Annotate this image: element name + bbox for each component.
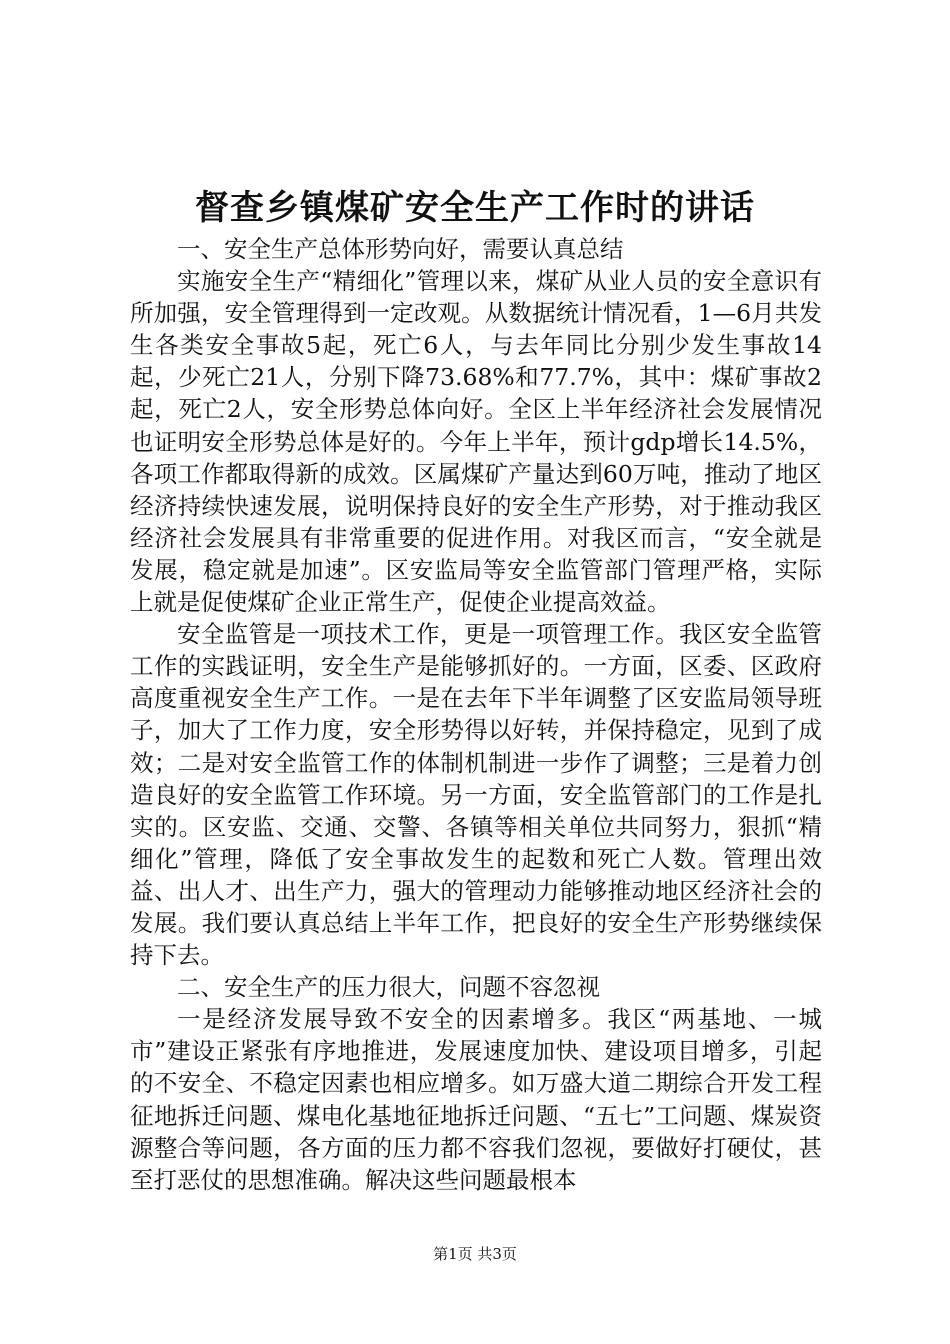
section-heading-1: 一、安全生产总体形势向好，需要认真总结 bbox=[177, 235, 624, 263]
document-title: 督查乡镇煤矿安全生产工作时的讲话 bbox=[195, 188, 755, 228]
section-heading-2: 二、安全生产的压力很大，问题不容忽视 bbox=[177, 973, 600, 1002]
body-paragraph: 一是经济发展导致不安全的因素增多。我区“两基地、一城市”建设正紧张有序地推进，发展速度加快、建设项目增多，引起的不安全、不稳定因素也相应增多。如万盛大道二期综合开发工程征地拆迁问题、煤电化基地征地拆迁问题、“五七”工问题、煤炭资源整合等问题，各方面的压力都不容我们忽视，要做好打硬仗，甚至打恶仗的思想准确。解决这些问题最根本 bbox=[130, 1005, 822, 1194]
body-paragraph: 实施安全生产“精细化”管理以来，煤矿从业人员的安全意识有所加强，安全管理得到一定改观。从数据统计情况看，1—6月共发生各类安全事故5起，死亡6人，与去年同比分别少发生事故14起，少死亡21人，分别下降73.68%和77.7%，其中：煤矿事故2起，死亡2人，安全形势总体向好。全区上半年经济社会发展情况也证明安全形势总体是好的。今年上半年，预计gdp增长14.5%，各项工作都取得新的成效。区属煤矿产量达到60万吨，推动了地区经济持续快速发展，说明保持良好的安全生产形势，对于推动我区经济社会发展具有非常重要的促进作用。对我区而言，“安全就是发展，稳定就是加速”。区安监局等安全监管部门管理严格，实际上就是促使煤矿企业正常生产，促使企业提高效益。 bbox=[130, 267, 822, 617]
document-body bbox=[130, 233, 822, 1196]
body-paragraph: 安全监管是一项技术工作，更是一项管理工作。我区安全监管工作的实践证明，安全生产是能够抓好的。一方面，区委、区政府高度重视安全生产工作。一是在去年下半年调整了区安监局领导班子，加大了工作力度，安全形势得以好转，并保持稳定，见到了成效；二是对安全监管工作的体制机制进一步作了调整；三是着力创造良好的安全监管工作环境。另一方面，安全监管部门的工作是扎实的。区安监、交通、交警、各镇等相关单位共同努力，狠抓“精细化”管理，降低了安全事故发生的起数和死亡人数。管理出效益、出人才、出生产力，强大的管理动力能够推动地区经济社会的发展。我们要认真总结上半年工作，把良好的安全生产形势继续保持下去。 bbox=[130, 620, 822, 970]
page-footer: 第1页 共3页 bbox=[433, 1245, 517, 1263]
